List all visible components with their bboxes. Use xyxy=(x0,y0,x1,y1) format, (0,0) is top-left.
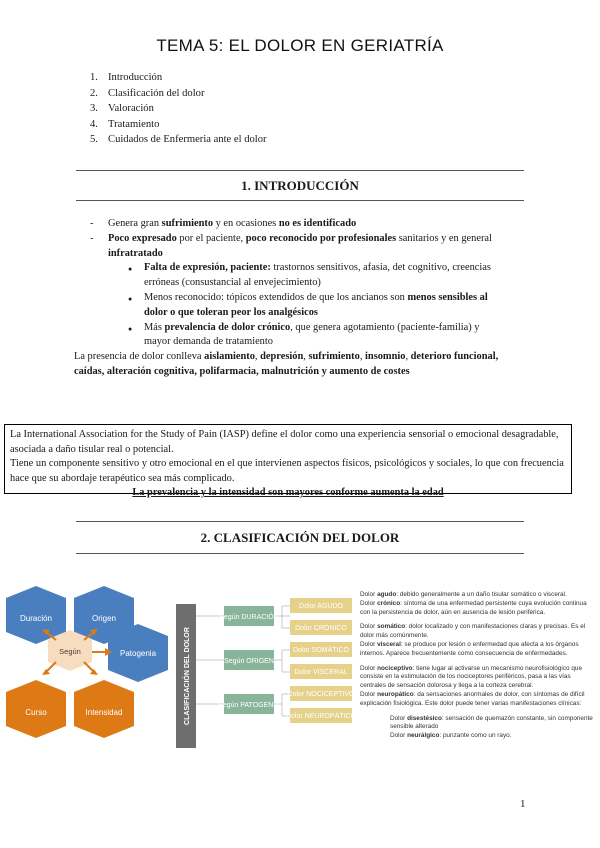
sub-bullet-item: ● Menos reconocido: tópicos extendidos de que los ancianos son menos sensibles al dolor o que toleran peor los analgésicos xyxy=(88,291,508,321)
tree-group-label: Según DURACIÓN xyxy=(219,614,279,621)
hex-label-segun: Según xyxy=(59,647,81,656)
definition-highlight: La prevalencia y la intensidad son mayores conforme aumenta la edad xyxy=(132,487,444,499)
arrow xyxy=(84,662,94,672)
toc-label: Clasificación del dolor xyxy=(108,87,205,99)
desc-paragraph: Dolor agudo: debido generalmente a un daño tisular somático o visceral. Dolor crónico: síntoma de una enfermedad persistente cuya evolución continua con la persistencia de dolor, aún en ausencia de lesión periférica. xyxy=(360,591,587,616)
tree-leaf-label: Dolor NOCICEPTIVO xyxy=(287,691,355,698)
hex-label-duracion: Duración xyxy=(19,614,53,623)
tree-leaf-label: Dolor CRÓNICO xyxy=(295,625,347,632)
tree-leaf-label: Dolor NEUROPÁTICO xyxy=(285,713,357,720)
bullet-item: - Poco expresado por el paciente, poco reconocido por profesionales sanitarios y en general infratratado xyxy=(88,232,508,262)
hex-label-intensidad: Intensidad xyxy=(85,708,123,717)
desc-paragraph: Dolor disestésico: sensación de quemazón constante, sin componente sensible alterado xyxy=(390,714,593,731)
definition-text: La International Association for the Study of Pain (IASP) define el dolor como una experiencia sensorial o emocional desagradable, asociada a daño tisular real o potencial. xyxy=(10,429,559,455)
hex-label-origen: Origen xyxy=(91,614,117,623)
pain-type-descriptions xyxy=(360,591,596,741)
divider xyxy=(76,553,524,554)
classification-diagram xyxy=(0,580,360,780)
tree-root-label: CLASIFICACIÓN DEL DOLOR xyxy=(184,627,191,725)
definition-box xyxy=(4,424,572,499)
section-heading-clasificacion: 2. CLASIFICACIÓN DEL DOLOR xyxy=(200,530,400,545)
arrow xyxy=(46,662,56,672)
toc-number: 2. xyxy=(90,87,98,99)
table-of-contents xyxy=(90,70,267,148)
tree-group-label: Según ORIGEN xyxy=(224,658,274,665)
desc-paragraph: Dolor somático: dolor localizado y con manifestaciones claras y precisas. Es el dolor más comúnmente. Dolor visceral: se produce por lesión o enfermedad que afecta a los órganos internos. Aparece frecuentemente como consecuencia de enfermedades. xyxy=(360,623,586,657)
toc-label: Cuidados de Enfermeria ante el dolor xyxy=(108,134,267,146)
bullet-item: - Genera gran sufrimiento y en ocasiones no es identificado xyxy=(88,217,508,232)
toc-label: Valoración xyxy=(108,103,154,115)
desc-paragraph: Dolor neurálgico: punzante como un rayo. xyxy=(390,732,512,740)
intro-bullets xyxy=(74,217,508,380)
sub-bullet-item: ● Más prevalencia de dolor crónico, que genera agotamiento (paciente-familia) y mayor demanda de tratamiento xyxy=(88,321,508,351)
toc-label: Introducción xyxy=(108,72,163,83)
consequences-paragraph: La presencia de dolor conlleva aislamiento, depresión, sufrimiento, insomnio, deterioro funcional, caídas, alteración cognitiva, polifarmacia, malnutrición y aumento de costes xyxy=(74,351,499,377)
definition-text: Tiene un componente sensitivo y otro emocional en el que intervienen aspectos físicos, psicológicos y sociales, lo que con frecuencia hace que su abordaje terapéutico sea más complicado. xyxy=(10,458,564,484)
tree-leaf-label: Dolor AGUDO xyxy=(299,603,343,610)
hex-label-patogenia: Patogenia xyxy=(119,649,157,658)
sub-bullet-item: ● Falta de expresión, paciente: trastornos sensitivos, afasia, det cognitivo, creencias erróneas (consustancial al envejecimiento) xyxy=(88,261,508,291)
divider xyxy=(76,521,524,522)
divider xyxy=(76,200,524,201)
desc-paragraph: Dolor nociceptivo: tiene lugar al activarse un mecanismo neurofisiológico que consiste en la estimulación de los nociceptores periféricos, pasa a las vías centrales de sensación dolorosa y llega a la corteza cerebral. Dolor neuropático: da sensaciones anormales de dolor, con síntomas de difícil explicación fisiológica. Este dolor puede tener varias manifestaciones clínicas: xyxy=(360,664,585,707)
tree-group-label: Según PATOGENIA xyxy=(218,702,280,709)
toc-item xyxy=(90,117,267,133)
toc-number: 3. xyxy=(90,103,98,115)
hex-label-curso: Curso xyxy=(25,708,47,717)
tree-leaf-label: Dolor SOMÁTICO xyxy=(292,647,350,654)
toc-number: 1. xyxy=(90,72,98,83)
tree-leaf-label: Dolor VISCERAL xyxy=(294,669,348,676)
page-number: 1 xyxy=(520,798,526,810)
page-title: TEMA 5: EL DOLOR EN GERIATRÍA xyxy=(156,36,444,55)
toc-number: 5. xyxy=(90,134,98,146)
toc-number: 4. xyxy=(90,118,98,130)
toc-label: Tratamiento xyxy=(108,118,160,130)
toc-item xyxy=(90,132,267,148)
divider xyxy=(76,170,524,171)
section-heading-introduccion: 1. INTRODUCCIÓN xyxy=(241,178,359,193)
toc-item xyxy=(90,70,267,86)
toc-item xyxy=(90,86,267,102)
toc-item xyxy=(90,101,267,117)
